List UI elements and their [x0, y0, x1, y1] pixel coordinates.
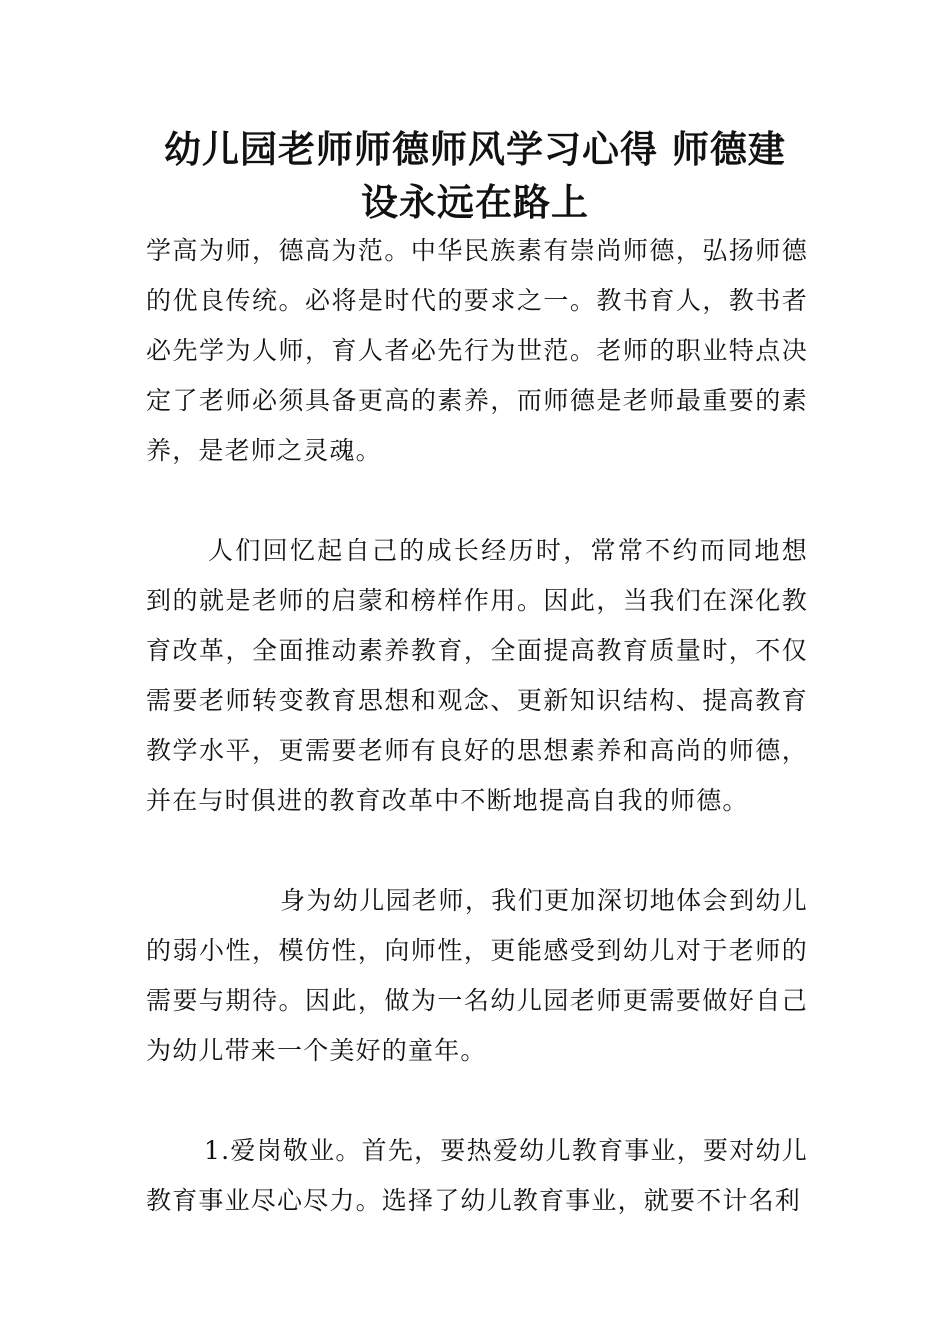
paragraph-2: 人们回忆起自己的成长经历时，常常不约而同地想到的就是老师的启蒙和榜样作用。因此，当我们在深化教育改革，全面推动素养教育，全面提高教育质量时，不仅需要老师转变教育思想和观念、更新知识结构、提高教育教学水平，更需要老师有良好的思想素养和高尚的师德，并在与时俱进的教育改革中不断地提高自我的师德。	[146, 536, 808, 815]
document-title-line-1: 幼儿园老师师德师风学习心得 师德建	[164, 128, 786, 171]
paragraph-3: 身为幼儿园老师，我们更加深切地体会到幼儿的弱小性，模仿性，向师性，更能感受到幼儿对于老师的需要与期待。因此，做为一名幼儿园老师更需要做好自己为幼儿带来一个美好的童年。	[146, 886, 808, 1065]
paragraph-1: 学高为师，德高为范。中华民族素有崇尚师德，弘扬师德的优良传统。必将是时代的要求之一。教书育人，教书者必先学为人师，育人者必先行为世范。老师的职业特点决定了老师必须具备更高的素养，而师德是老师最重要的素养，是老师之灵魂。	[146, 236, 808, 465]
document-title-line-2: 设永远在路上	[361, 181, 589, 224]
paragraph-4: 1.爱岗敬业。首先，要热爱幼儿教育事业，要对幼儿教育事业尽心尽力。选择了幼儿教育事业，就要不计名利	[146, 1136, 808, 1215]
